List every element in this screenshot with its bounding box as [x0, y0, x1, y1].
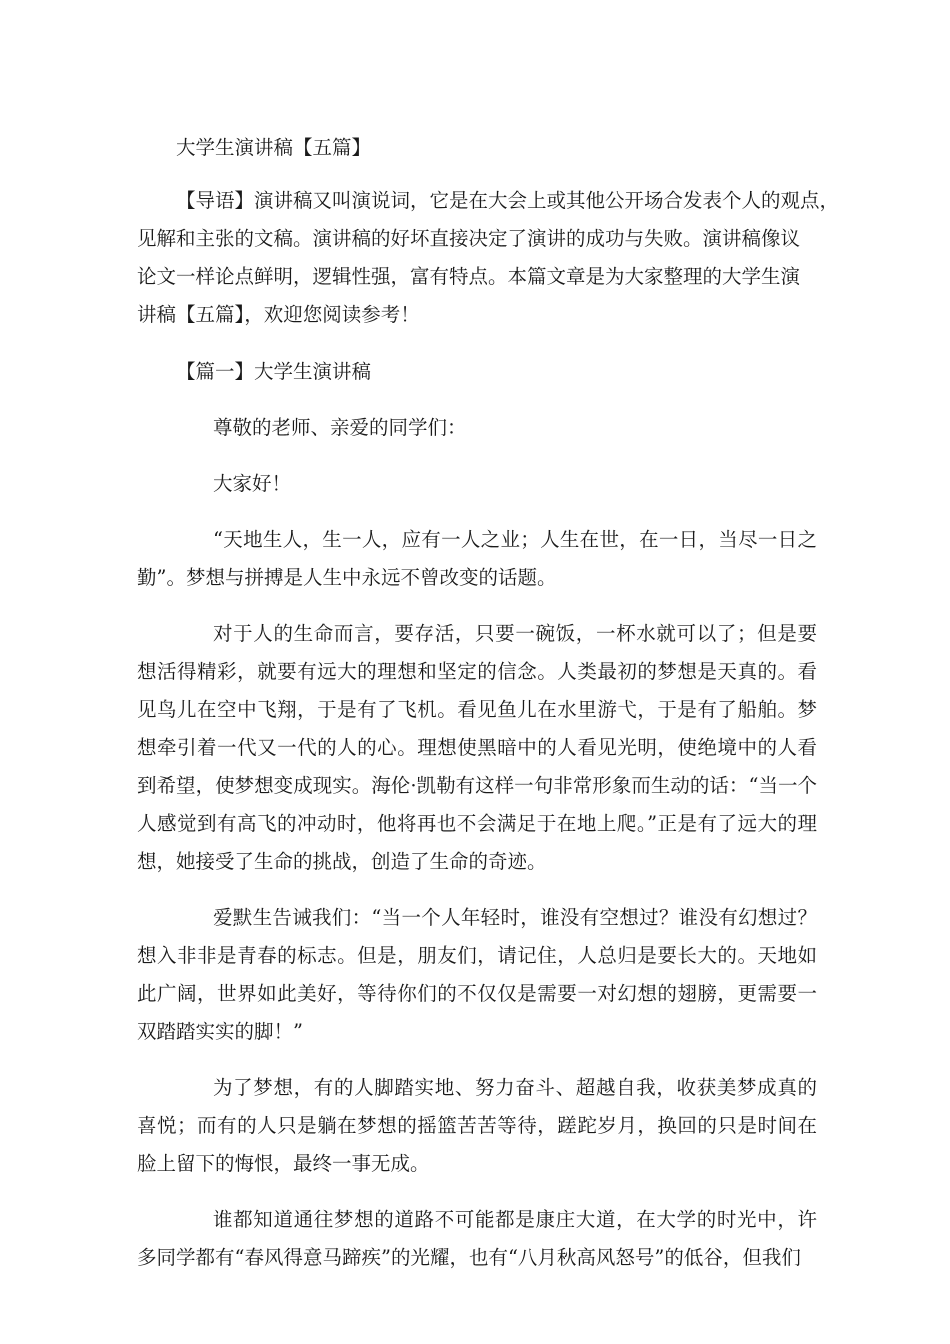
section-heading: 【篇一】大学生演讲稿 [176, 360, 372, 383]
greeting: 大家好！ [213, 472, 292, 495]
body-paragraph-1: “天地生人，生一人，应有一人之业；人生在世，在一日，当尽一日之勤”。梦想与拼搏是人生中永远不曾改变的话题。 [137, 528, 817, 589]
document-body [137, 129, 840, 1292]
intro-rest: 见解和主张的文稿。演讲稿的好坏直接决定了演讲的成功与失败。演讲稿像议论文一样论点鲜明，逻辑性强，富有特点。本篇文章是为大家整理的大学生演讲稿【五篇】，欢迎您阅读参考！ [137, 227, 801, 326]
salutation: 尊敬的老师、亲爱的同学们： [213, 416, 467, 439]
body-paragraph-3: 爱默生告诫我们：“当一个人年轻时，谁没有空想过？谁没有幻想过？想入非非是青春的标志。但是，朋友们，请记住，人总归是要长大的。天地如此广阔，世界如此美好，等待你们的不仅仅是需要一对幻想的翅膀，更需要一双踏踏实实的脚！” [137, 906, 817, 1043]
document-title: 大学生演讲稿【五篇】 [176, 136, 372, 159]
body-paragraph-4: 为了梦想，有的人脚踏实地、努力奋斗、超越自我，收获美梦成真的喜悦；而有的人只是躺在梦想的摇篮苦苦等待，蹉跎岁月，换回的只是时间在脸上留下的悔恨，最终一事无成。 [137, 1076, 817, 1175]
intro-first-line: 【导语】演讲稿又叫演说词，它是在大会上或其他公开场合发表个人的观点， [176, 189, 840, 212]
body-paragraph-5: 谁都知道通往梦想的道路不可能都是康庄大道，在大学的时光中，许多同学都有“春风得意马蹄疾”的光耀，也有“八月秋高风怒号”的低谷，但我们 [137, 1208, 817, 1269]
body-paragraph-2: 对于人的生命而言，要存活，只要一碗饭，一杯水就可以了；但是要想活得精彩，就要有远大的理想和坚定的信念。人类最初的梦想是天真的。看见鸟儿在空中飞翔，于是有了飞机。看见鱼儿在水里游弋，于是有了船舶。梦想牵引着一代又一代的人的心。理想使黑暗中的人看见光明，使绝境中的人看到希望，使梦想变成现实。海伦·凯勒有这样一句非常形象而生动的话：“当一个人感觉到有高飞的冲动时，他将再也不会满足于在地上爬。”正是有了远大的理想，她接受了生命的挑战，创造了生命的奇迹。 [137, 622, 817, 873]
intro-paragraph [137, 182, 840, 334]
